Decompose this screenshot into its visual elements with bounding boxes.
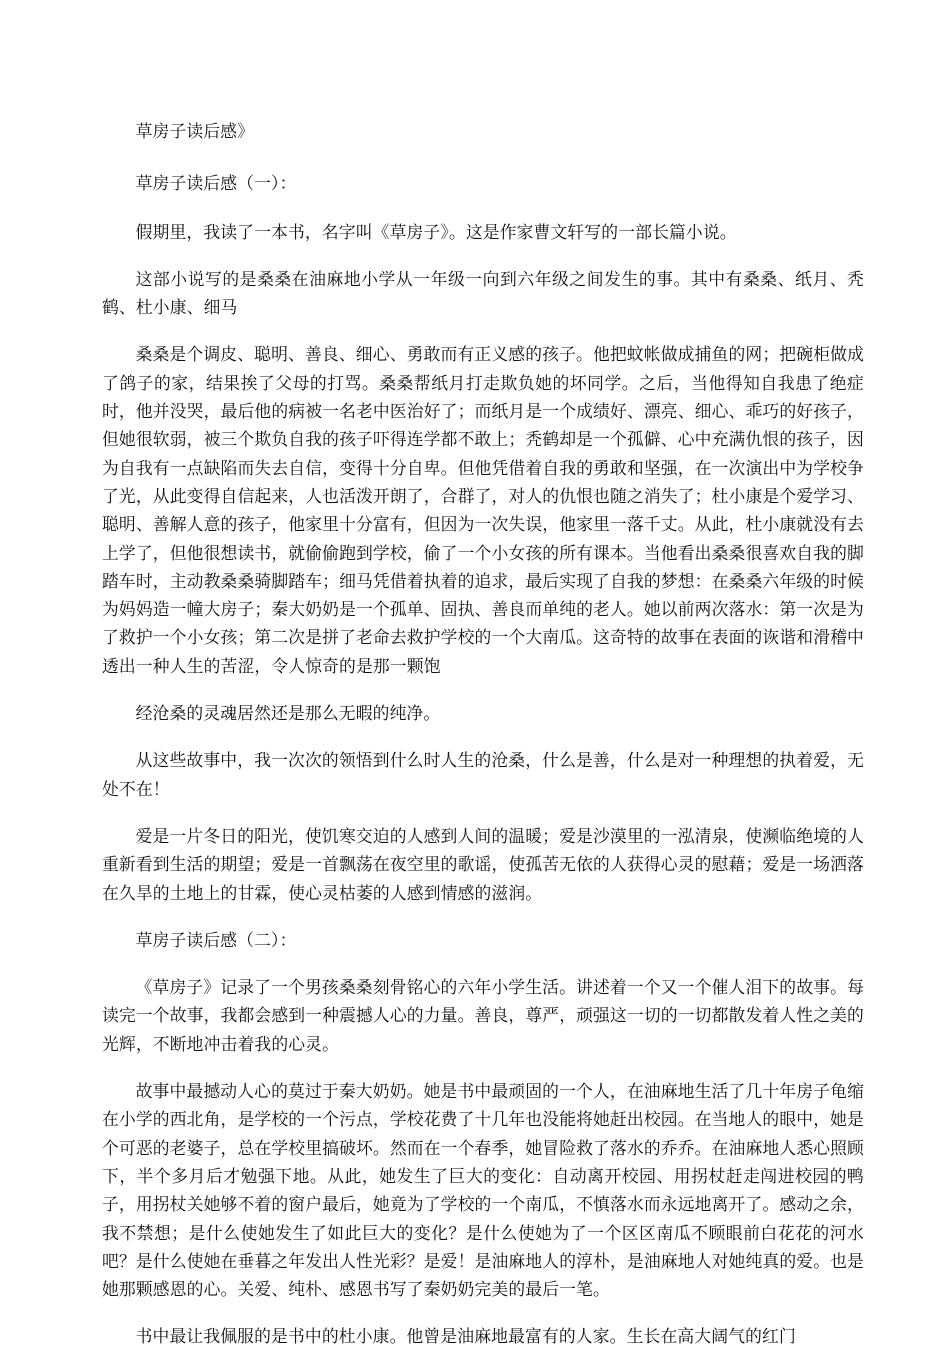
paragraph: 从这些故事中，我一次次的领悟到什么时人生的沧桑，什么是善，什么是对一种理想的执着爱，无处不在！ [102, 750, 864, 799]
document-body [102, 117, 864, 1370]
section-heading-two: 草房子读后感（二）： [135, 929, 297, 950]
paragraph: 书中最让我佩服的是书中的杜小康。他曾是油麻地最富有的人家。生长在高大阔气的红门 [135, 1326, 796, 1347]
paragraph: 假期里，我读了一本书，名字叫《草房子》。这是作家曹文轩写的一部长篇小说。 [135, 221, 737, 242]
paragraph: 经沧桑的灵魂居然还是那么无暇的纯净。 [135, 703, 441, 724]
paragraph: 故事中最撼动人心的莫过于秦大奶奶。她是书中最顽固的一个人，在油麻地生活了几十年房子龟缩在小学的西北角，是学校的一个污点，学校花费了十几年也没能将她赶出校园。在当地人的眼中，她是个可恶的老婆子，总在学校里搞破坏。然而在一个春季，她冒险救了落水的乔乔。在油麻地人悉心照顾下，半个多月后才勉强下地。从此，她发生了巨大的变化：自动离开校园、用拐杖赶走闯进校园的鸭子，用拐杖关她够不着的窗户最后，她竟为了学校的一个南瓜，不慎落水而永远地离开了。感动之余，我不禁想；是什么使她发生了如此巨大的变化？是什么使她为了一个区区南瓜不顾眼前白花花的河水吧？是什么使她在垂暮之年发出人性光彩？是爱！是油麻地人的淳朴，是油麻地人对她纯真的爱。也是她那颗感恩的心。关爱、纯朴、感恩书写了秦奶奶完美的最后一笔。 [102, 1081, 864, 1300]
paragraph: 爱是一片冬日的阳光，使饥寒交迫的人感到人间的温暖；爱是沙漠里的一泓清泉，使濒临绝境的人重新看到生活的期望；爱是一首飘荡在夜空里的歌谣，使孤苦无依的人获得心灵的慰藉；爱是一场洒落在久旱的土地上的甘霖，使心灵枯萎的人感到情感的滋润。 [102, 825, 864, 903]
paragraph: 这部小说写的是桑桑在油麻地小学从一年级一向到六年级之间发生的事。其中有桑桑、纸月、秃鹤、杜小康、细马 [102, 268, 864, 318]
section-heading-one: 草房子读后感（一）： [135, 173, 297, 194]
paragraph: 《草房子》记录了一个男孩桑桑刻骨铭心的六年小学生活。讲述着一个又一个催人泪下的故事。每读完一个故事，我都会感到一种震撼人心的力量。善良，尊严，顽强这一切的一切都散发着人性之美的光辉，不断地冲击着我的心灵。 [102, 977, 864, 1054]
paragraph: 桑桑是个调皮、聪明、善良、细心、勇敢而有正义感的孩子。他把蚊帐做成捕鱼的网；把碗柜做成了鸽子的家，结果挨了父母的打骂。桑桑帮纸月打走欺负她的坏同学。之后，当他得知自我患了绝症时，他并没哭，最后他的病被一名老中医治好了；而纸月是一个成绩好、漂亮、细心、乖巧的好孩子，但她很软弱，被三个欺负自我的孩子吓得连学都不敢上；秃鹤却是一个孤僻、心中充满仇恨的孩子，因为自我有一点缺陷而失去自信，变得十分自卑。但他凭借着自我的勇敢和坚强，在一次演出中为学校争了光，从此变得自信起来，人也活泼开朗了，合群了，对人的仇恨也随之消失了；杜小康是个爱学习、聪明、善解人意的孩子，他家里十分富有，但因为一次失误，他家里一落千丈。从此，杜小康就没有去上学了，但他很想读书，就偷偷跑到学校，偷了一个小女孩的所有课本。当他看出桑桑很喜欢自我的脚踏车时，主动教桑桑骑脚踏车；细马凭借着执着的追求，最后实现了自我的梦想：在桑桑六年级的时候为妈妈造一幢大房子；秦大奶奶是一个孤单、固执、善良而单纯的老人。她以前两次落水：第一次是为了救护一个小女孩；第二次是拼了老命去救护学校的一个大南瓜。这奇特的故事在表面的诙谐和滑稽中透出一种人生的苦涩，令人惊奇的是那一颗饱 [102, 344, 864, 676]
document-title: 草房子读后感》 [135, 121, 255, 141]
